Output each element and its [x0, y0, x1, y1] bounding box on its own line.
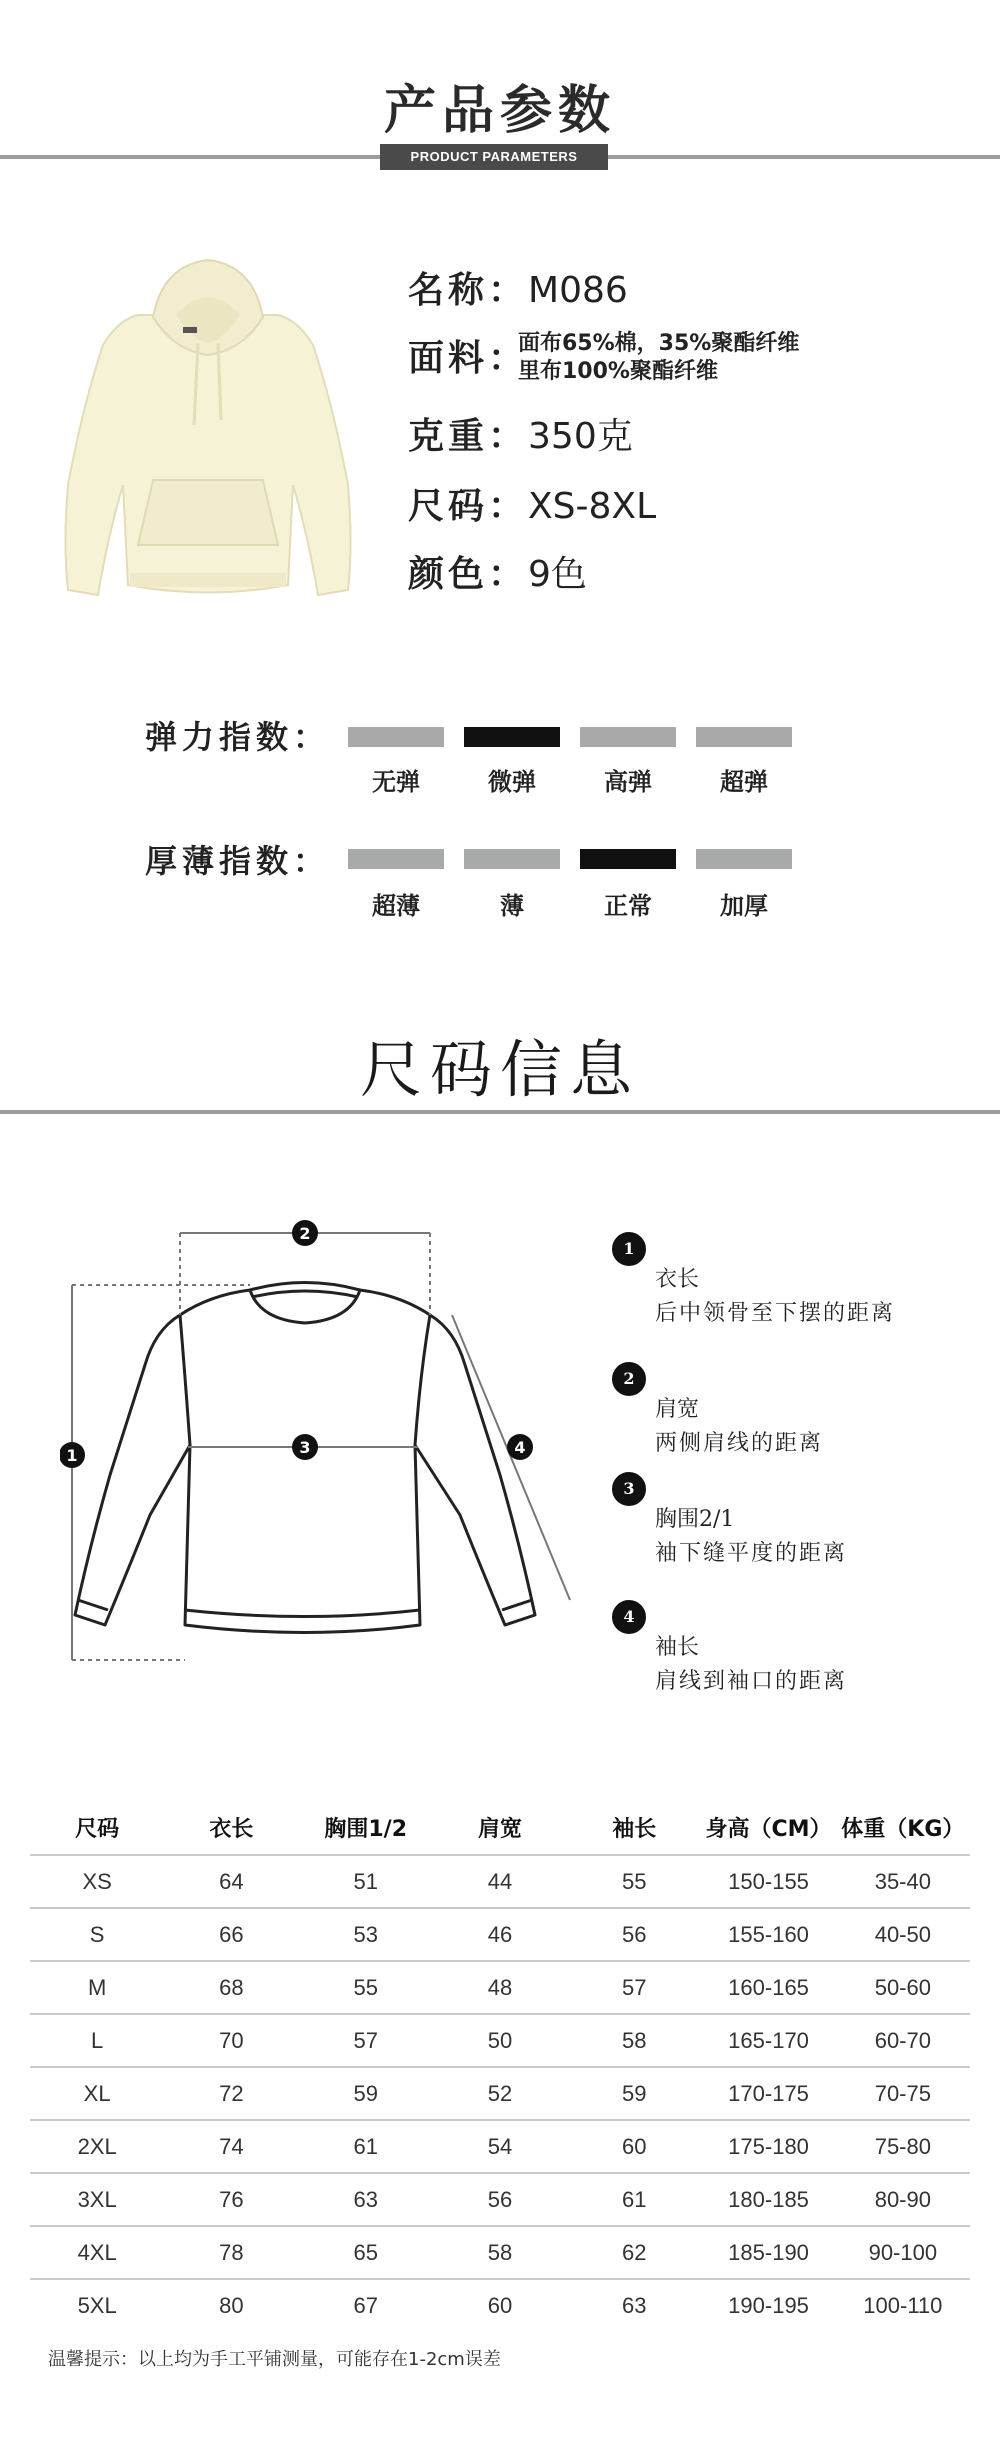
thickness-option-label: 薄	[500, 892, 524, 920]
table-cell: 74	[164, 2120, 298, 2173]
table-row	[30, 2120, 970, 2173]
spec-weight-value: 350克	[528, 416, 633, 457]
table-cell: 70	[164, 2014, 298, 2067]
thickness-option-label: 加厚	[720, 892, 768, 920]
legend-description: 两侧肩线的距离	[655, 1431, 824, 1456]
table-cell: S	[30, 1908, 164, 1961]
legend-title: 胸围2/1	[655, 1507, 735, 1532]
column-header: 肩宽	[477, 1816, 522, 1842]
table-cell: 62	[567, 2226, 701, 2279]
table-cell: 4XL	[30, 2226, 164, 2279]
table-cell: 44	[433, 1855, 567, 1908]
table-cell: 61	[299, 2120, 433, 2173]
diagram-marker-1: 1	[66, 1446, 78, 1465]
table-cell: 54	[433, 2120, 567, 2173]
column-header: 尺码	[75, 1816, 120, 1842]
table-cell: 52	[433, 2067, 567, 2120]
table-row	[30, 2067, 970, 2120]
spec-size	[408, 478, 656, 529]
table-cell: 5XL	[30, 2279, 164, 2331]
table-cell: 58	[567, 2014, 701, 2067]
table-row	[30, 2014, 970, 2067]
legend-number-3: 3	[612, 1472, 646, 1506]
thickness-label: 厚薄指数：	[145, 842, 331, 880]
fabric-line-outer: 面布65%棉，35%聚酯纤维	[518, 331, 800, 356]
table-cell: XL	[30, 2067, 164, 2120]
table-cell: 60	[433, 2279, 567, 2331]
table-cell: 50	[433, 2014, 567, 2067]
table-cell: 57	[567, 1961, 701, 2014]
table-cell: 63	[299, 2173, 433, 2226]
table-cell: 70-75	[836, 2067, 970, 2120]
table-cell: XS	[30, 1855, 164, 1908]
table-cell: 56	[567, 1908, 701, 1961]
table-cell: 59	[567, 2067, 701, 2120]
table-cell: 55	[567, 1855, 701, 1908]
elasticity-bar-0	[348, 727, 444, 747]
table-cell: 60	[567, 2120, 701, 2173]
elasticity-bar-3	[696, 727, 792, 747]
table-cell: 56	[433, 2173, 567, 2226]
table-cell: 40-50	[836, 1908, 970, 1961]
section-title-size-info: 尺码信息	[359, 1033, 640, 1106]
table-cell: 75-80	[836, 2120, 970, 2173]
table-cell: L	[30, 2014, 164, 2067]
table-cell: 60-70	[836, 2014, 970, 2067]
table-cell: 100-110	[836, 2279, 970, 2331]
column-header: 袖长	[612, 1816, 657, 1842]
table-cell: 80	[164, 2279, 298, 2331]
section-subtitle-badge: PRODUCT PARAMETERS	[380, 144, 608, 170]
fabric-line-lining: 里布100%聚酯纤维	[518, 359, 718, 384]
table-cell: 67	[299, 2279, 433, 2331]
measurement-note: 温馨提示：以上均为手工平铺测量，可能存在1-2cm误差	[48, 2349, 501, 2370]
table-cell: 165-170	[701, 2014, 835, 2067]
legend-number-4: 4	[612, 1600, 646, 1634]
spec-name-value: M086	[528, 270, 628, 311]
table-row	[30, 2173, 970, 2226]
thickness-bar-3	[696, 849, 792, 869]
table-cell: 51	[299, 1855, 433, 1908]
table-cell: M	[30, 1961, 164, 2014]
column-header: 胸围1/2	[324, 1816, 408, 1842]
legend-title: 衣长	[655, 1267, 700, 1292]
table-cell: 155-160	[701, 1908, 835, 1961]
table-cell: 48	[433, 1961, 567, 2014]
size-table	[30, 1800, 970, 2331]
hoodie-product-image	[58, 255, 358, 600]
spec-fabric-value	[518, 330, 799, 386]
spec-size-value: XS-8XL	[528, 486, 657, 527]
table-row	[30, 1908, 970, 1961]
table-cell: 63	[567, 2279, 701, 2331]
spec-weight	[408, 408, 633, 459]
elasticity-bar-2	[580, 727, 676, 747]
table-cell: 61	[567, 2173, 701, 2226]
spec-color-value: 9色	[528, 554, 587, 595]
table-cell: 72	[164, 2067, 298, 2120]
spec-fabric-label: 面料：	[408, 338, 529, 379]
table-row	[30, 1961, 970, 2014]
table-cell: 46	[433, 1908, 567, 1961]
table-cell: 160-165	[701, 1961, 835, 2014]
table-cell: 76	[164, 2173, 298, 2226]
thickness-bar-2	[580, 849, 676, 869]
table-cell: 65	[299, 2226, 433, 2279]
table-cell: 59	[299, 2067, 433, 2120]
column-header: 衣长	[209, 1816, 254, 1842]
table-row	[30, 2279, 970, 2331]
table-cell: 90-100	[836, 2226, 970, 2279]
table-cell: 50-60	[836, 1961, 970, 2014]
table-cell: 64	[164, 1855, 298, 1908]
thickness-bar-1	[464, 849, 560, 869]
table-cell: 180-185	[701, 2173, 835, 2226]
legend-description: 袖下缝平度的距离	[655, 1541, 848, 1566]
legend-description: 肩线到袖口的距离	[655, 1669, 848, 1694]
table-row	[30, 2226, 970, 2279]
table-cell: 150-155	[701, 1855, 835, 1908]
elasticity-label: 弹力指数：	[145, 718, 331, 756]
elasticity-option-label: 微弹	[488, 768, 536, 796]
elasticity-option-label: 超弹	[720, 768, 768, 796]
sweater-measurement-diagram	[60, 1215, 580, 1685]
legend-number-1: 1	[612, 1232, 646, 1266]
table-cell: 190-195	[701, 2279, 835, 2331]
legend-title: 袖长	[655, 1635, 700, 1660]
legend-title: 肩宽	[655, 1397, 700, 1422]
spec-color-label: 颜色：	[408, 554, 529, 595]
legend-number-2: 2	[612, 1362, 646, 1396]
table-row	[30, 1855, 970, 1908]
section-title-product-params: 产品参数	[383, 81, 616, 141]
table-cell: 3XL	[30, 2173, 164, 2226]
spec-name-label: 名称：	[408, 270, 529, 311]
column-header: 身高（CM）	[705, 1816, 832, 1842]
spec-weight-label: 克重：	[408, 416, 529, 457]
table-body	[30, 1855, 970, 2331]
spec-color	[408, 546, 587, 597]
elasticity-option-label: 高弹	[604, 768, 652, 796]
column-header: 体重（KG）	[841, 1816, 965, 1842]
diagram-marker-4: 4	[514, 1438, 526, 1457]
elasticity-bar-1	[464, 727, 560, 747]
thickness-bar-0	[348, 849, 444, 869]
table-cell: 170-175	[701, 2067, 835, 2120]
table-cell: 68	[164, 1961, 298, 2014]
diagram-marker-2: 2	[299, 1224, 311, 1243]
diagram-marker-3: 3	[299, 1438, 311, 1457]
table-cell: 80-90	[836, 2173, 970, 2226]
table-cell: 2XL	[30, 2120, 164, 2173]
table-cell: 58	[433, 2226, 567, 2279]
section-divider	[0, 1110, 1000, 1114]
thickness-option-label: 超薄	[372, 892, 420, 920]
elasticity-option-label: 无弹	[372, 768, 420, 796]
table-cell: 53	[299, 1908, 433, 1961]
table-cell: 175-180	[701, 2120, 835, 2173]
legend-description: 后中领骨至下摆的距离	[655, 1301, 896, 1326]
table-cell: 35-40	[836, 1855, 970, 1908]
table-cell: 57	[299, 2014, 433, 2067]
spec-fabric	[408, 330, 528, 381]
thickness-option-label: 正常	[604, 892, 652, 920]
spec-name	[408, 262, 628, 313]
table-cell: 185-190	[701, 2226, 835, 2279]
table-cell: 78	[164, 2226, 298, 2279]
table-header-row	[30, 1800, 970, 1855]
spec-size-label: 尺码：	[408, 486, 529, 527]
table-cell: 66	[164, 1908, 298, 1961]
table-cell: 55	[299, 1961, 433, 2014]
